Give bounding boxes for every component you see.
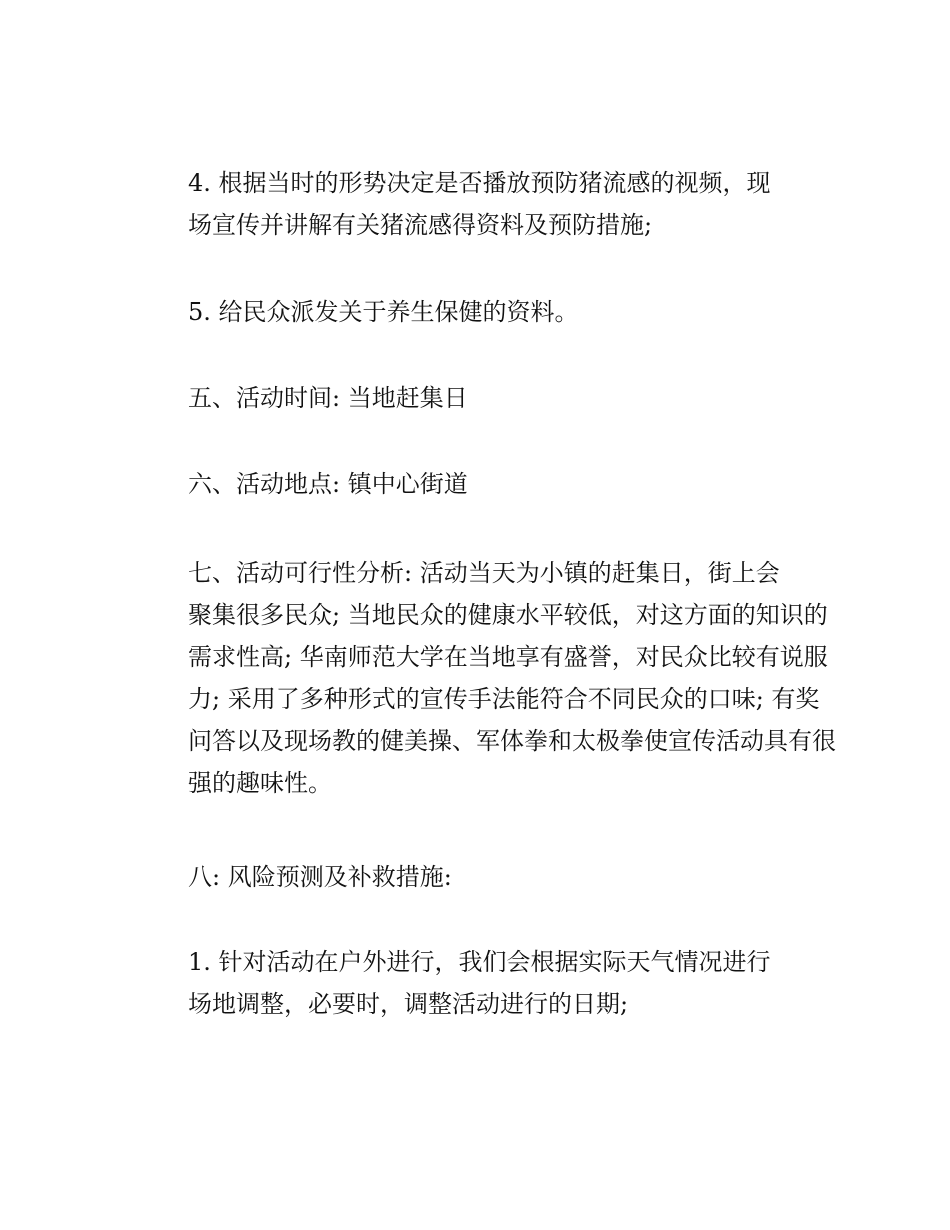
text-line: 七、活动可行性分析: 活动当天为小镇的赶集日，街上会 [188,559,780,587]
text-line: 问答以及现场教的健美操、军体拳和太极拳使宣传活动具有很 [188,727,836,755]
text-line: 八: 风险预测及补救措施: [188,863,452,891]
text-line: 场宣传并讲解有关猪流感得资料及预防措施; [188,211,653,239]
text-line: 聚集很多民众; 当地民众的健康水平较低，对这方面的知识的 [188,601,828,629]
text-line: 5. 给民众派发关于养生保健的资料。 [188,298,579,326]
text-line: 强的趣味性。 [188,769,332,797]
paragraph-item-4 [140,162,815,246]
text-line: 需求性高; 华南师范大学在当地享有盛誉，对民众比较有说服 [188,643,828,671]
text-line: 4. 根据当时的形势决定是否播放预防猪流感的视频，现 [188,169,771,197]
paragraph-feasibility-analysis [140,552,836,804]
text-line: 力; 采用了多种形式的宣传手法能符合不同民众的口味; 有奖 [188,685,820,713]
text-line: 1. 针对活动在户外进行，我们会根据实际天气情况进行 [188,948,771,976]
paragraph-item-1 [140,941,815,1025]
text-line: 场地调整，必要时，调整活动进行的日期; [188,990,629,1018]
heading-activity-time [140,377,815,419]
heading-activity-location [140,463,815,505]
text-line: 六、活动地点: 镇中心街道 [188,470,468,498]
heading-risk-measures [140,856,815,898]
paragraph-item-5 [140,291,815,333]
text-line: 五、活动时间: 当地赶集日 [188,384,468,412]
